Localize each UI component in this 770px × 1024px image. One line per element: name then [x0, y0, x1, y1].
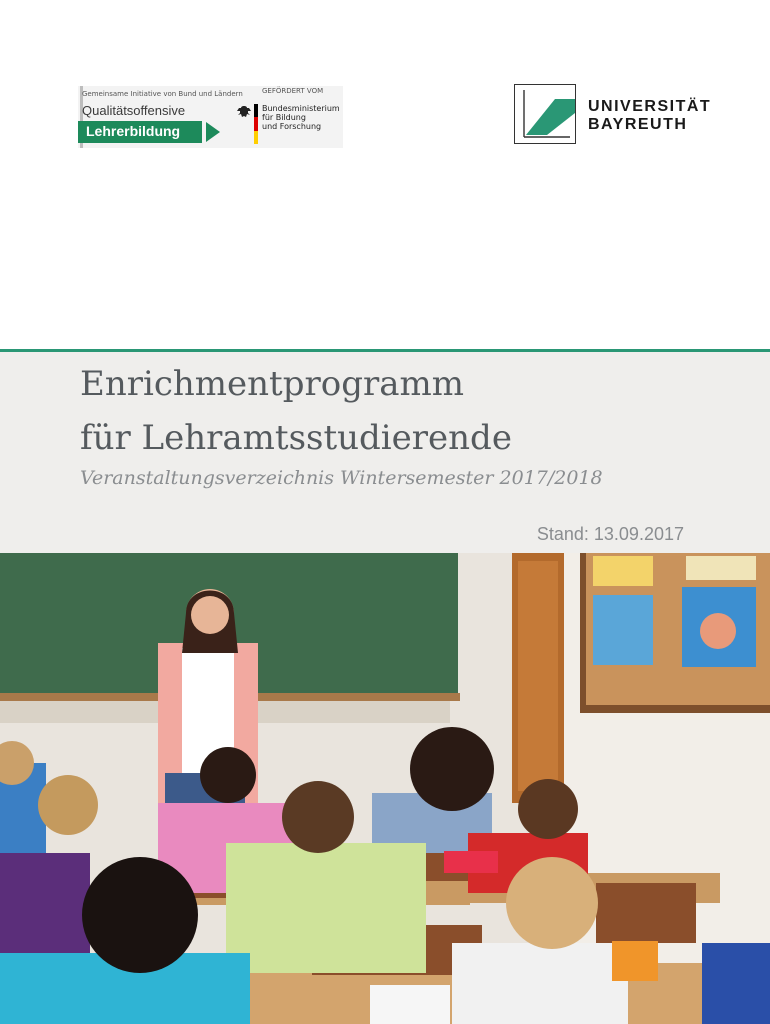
university-line2: BAYREUTH: [588, 116, 688, 133]
lehrerbildung-bar: [78, 121, 202, 143]
university-mark-icon: [515, 85, 575, 143]
university-logo-mark: [514, 84, 576, 144]
bmbf-line1: Bundesministerium: [262, 104, 340, 113]
federal-eagle-icon: [236, 104, 252, 120]
qualitaetsoffensive-tagline: Gemeinsame Initiative von Bund und Ländern: [82, 90, 243, 98]
university-name: [588, 98, 711, 134]
bmbf-line2: für Bildung: [262, 113, 306, 122]
title-line-1: Enrichmentprogramm: [80, 364, 464, 404]
german-flag-icon: [254, 104, 258, 144]
subtitle: Veranstaltungsverzeichnis Wintersemester 2017/2018: [80, 467, 603, 489]
title-line-2: für Lehramtsstudierende: [80, 418, 512, 458]
lehrerbildung-label: Lehrerbildung: [86, 123, 181, 139]
university-line1: UNIVERSITÄT: [588, 98, 712, 115]
classroom-photo: [0, 553, 770, 1024]
bmbf-line3: und Forschung: [262, 122, 322, 131]
bmbf-gefoerdert: GEFÖRDERT VOM: [262, 87, 324, 95]
play-arrow-icon: [206, 122, 220, 142]
stand-date: Stand: 13.09.2017: [536, 524, 684, 544]
bmbf-name: [262, 104, 340, 131]
classroom-illustration: [0, 553, 770, 1024]
qualitaetsoffensive-name: Qualitätsoffensive: [82, 103, 186, 118]
